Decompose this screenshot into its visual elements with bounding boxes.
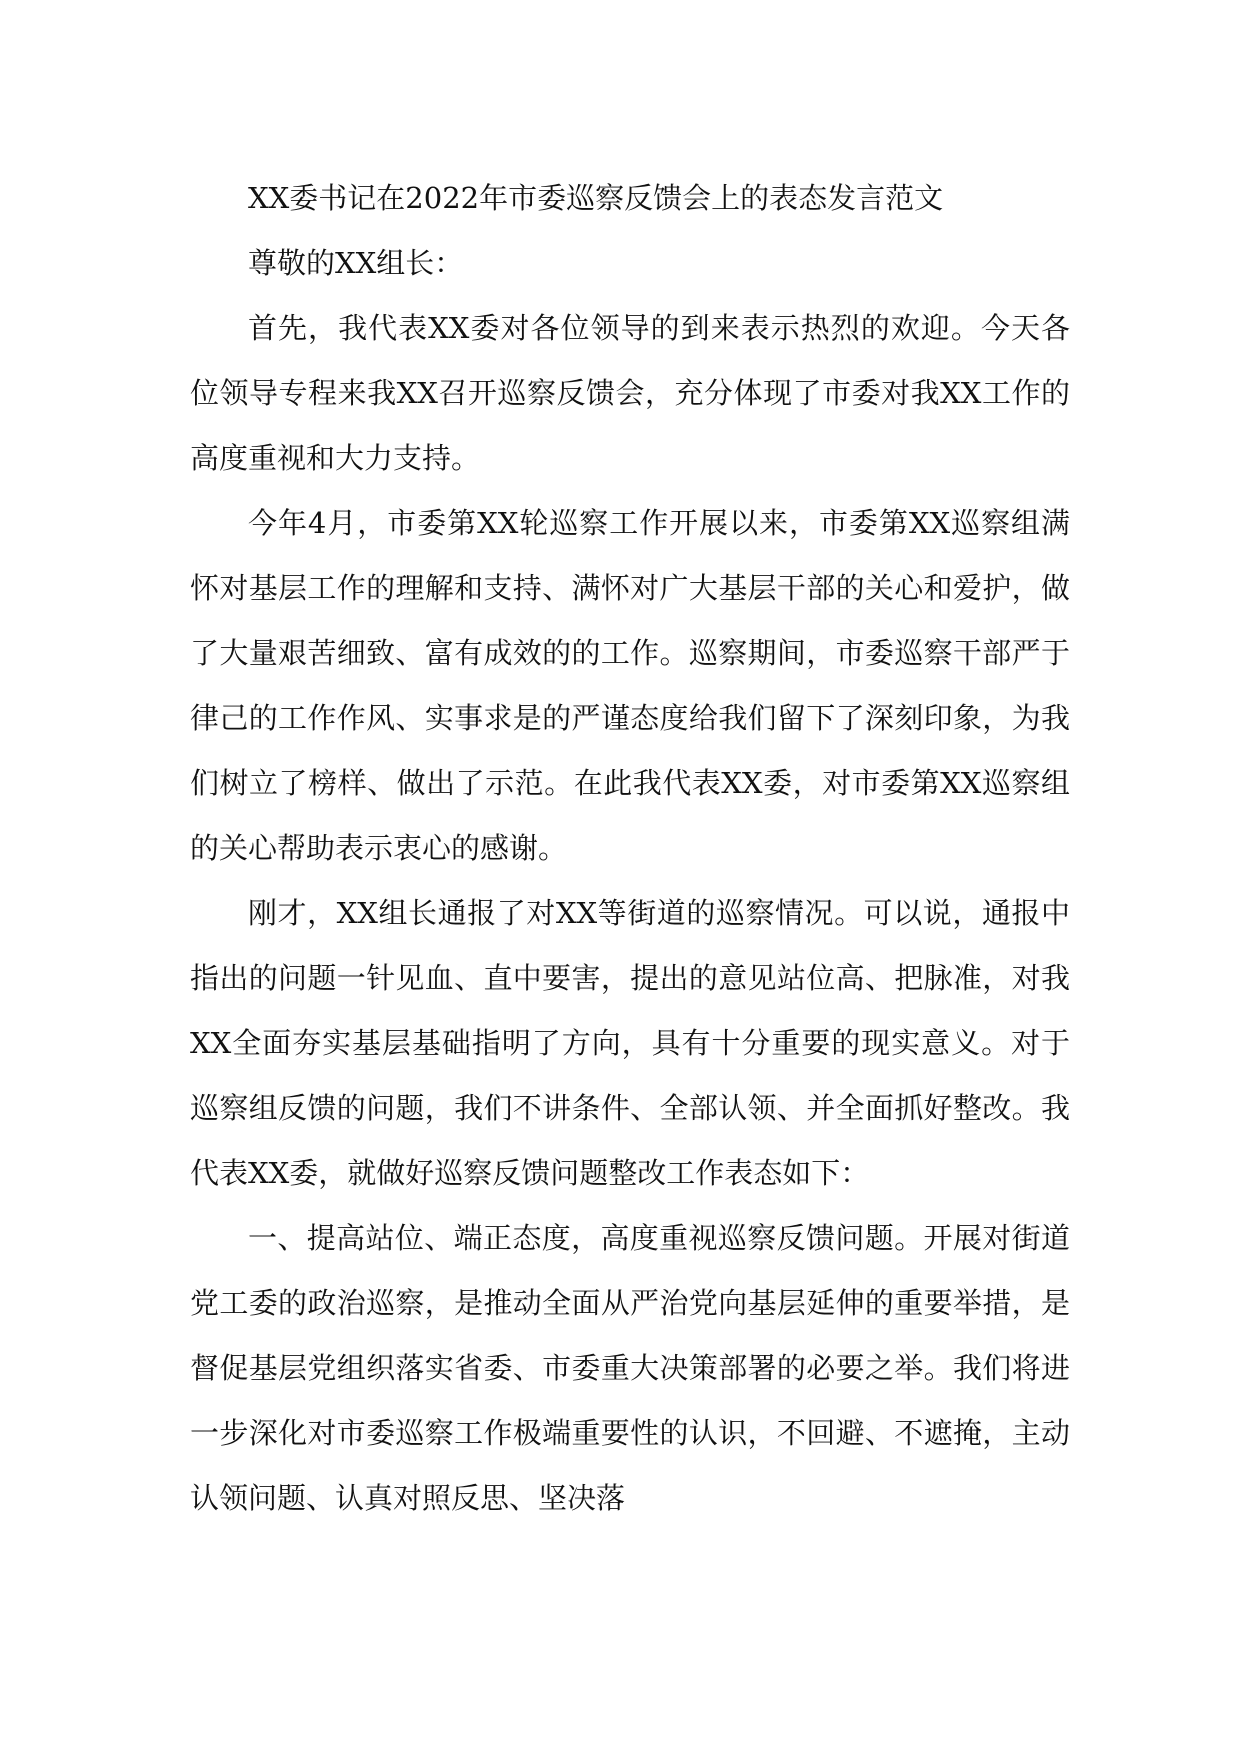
paragraph-inspection-work: 今年4月，市委第XX轮巡察工作开展以来，市委第XX巡察组满怀对基层工作的理解和支持、满怀对广大基层干部的关心和爱护，做了大量艰苦细致、富有成效的的工作。巡察期间，市委巡察干部严于律己的工作作风、实事求是的严谨态度给我们留下了深刻印象，为我们树立了榜样、做出了示范。在此我代表XX委，对市委第XX巡察组的关心帮助表示衷心的感谢。 (190, 506, 1070, 865)
paragraph-feedback: 刚才，XX组长通报了对XX等街道的巡察情况。可以说，通报中指出的问题一针见血、直中要害，提出的意见站位高、把脉准，对我XX全面夯实基层基础指明了方向，具有十分重要的现实意义。对于巡察组反馈的问题，我们不讲条件、全部认领、并全面抓好整改。我代表XX委，就做好巡察反馈问题整改工作表态如下： (190, 896, 1070, 1190)
document-title: XX委书记在2022年市委巡察反馈会上的表态发言范文 (248, 181, 944, 215)
paragraph-point-one: 一、提高站位、端正态度，高度重视巡察反馈问题。开展对街道党工委的政治巡察，是推动全面从严治党向基层延伸的重要举措，是督促基层党组织落实省委、市委重大决策部署的必要之举。我们将进一步深化对市委巡察工作极端重要性的认识，不回避、不遮掩，主动认领问题、认真对照反思、坚决落 (190, 1221, 1070, 1515)
document-body (190, 166, 1070, 1531)
paragraph-welcome: 首先，我代表XX委对各位领导的到来表示热烈的欢迎。今天各位领导专程来我XX召开巡察反馈会，充分体现了市委对我XX工作的高度重视和大力支持。 (190, 311, 1070, 475)
salutation: 尊敬的XX组长： (248, 246, 464, 280)
